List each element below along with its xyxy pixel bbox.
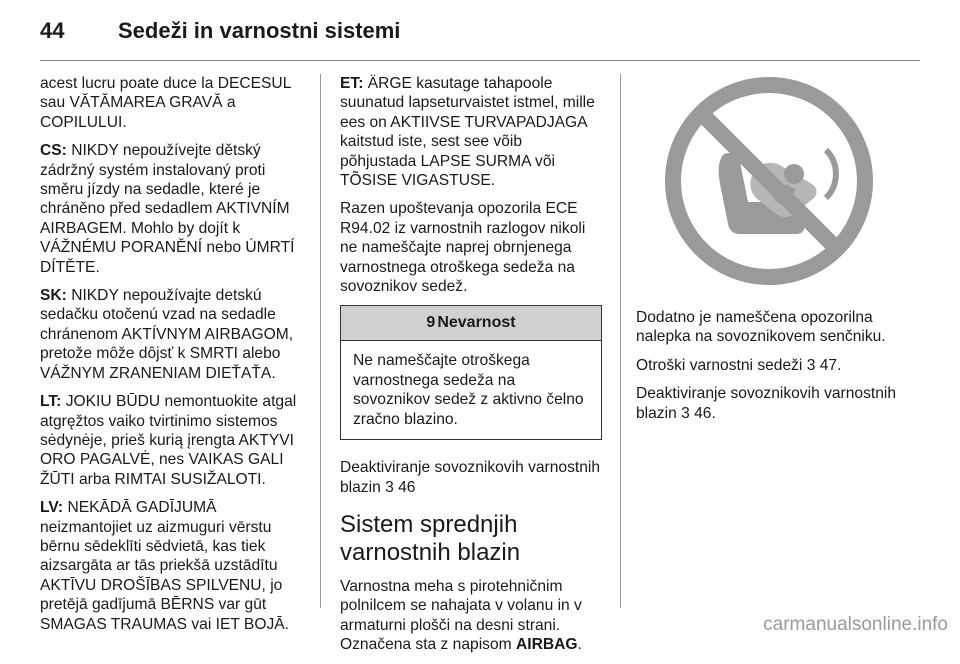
paragraph-airbag-system bbox=[340, 577, 602, 655]
warning-body bbox=[341, 341, 601, 439]
paragraph-cs-text: NIKDY nepoužívejte dětský zádržný systém instalovaný proti směru jízdy na sedadle, které je chráněno před sedadlem AKTIVNÍM AIRBAGEM. Mohlo by dojít k VÁŽNÉMU PORANĚNÍ nebo ÚMRTÍ DÍTĚTE. bbox=[40, 142, 295, 276]
paragraph-lv-text: NEKĀDĀ GADĪJUMĀ neizmantojiet uz aizmuguri vērstu bērnu sēdeklīti sēdvietā, kas tiek aizsargāta ar tās priekšā uzstādītu AKTĪVU DROŠĪBAS SPILVENU, jo pretējā gadījumā BĒRNS var gūt SMAGAS TRAUMAS vai IET BOJĀ. bbox=[40, 499, 289, 633]
header-divider bbox=[40, 60, 920, 61]
paragraph-lv bbox=[40, 498, 308, 634]
child-seats-text: Otroški varnostni sedeži bbox=[636, 356, 807, 374]
language-label-lt: LT: bbox=[40, 393, 62, 411]
page-reference[interactable]: 3 47 bbox=[806, 356, 838, 374]
language-label-lv: LV: bbox=[40, 499, 64, 517]
column-divider-1 bbox=[320, 74, 321, 608]
page-reference[interactable]: 3 46 bbox=[385, 478, 416, 496]
paragraph-sk-text: NIKDY nepoužívajte detskú sedačku otočenú vzad na sedadle chránenom AKTÍVNYM AIRBAGOM, pretože môže dôjsť k SMRTI alebo VÁŽNYM ZRANENIAM DIEŤAŤA. bbox=[40, 287, 294, 382]
section-heading: Sistem sprednjih varnostnih blazin bbox=[340, 510, 521, 566]
warning-text: Ne nameščajte otroškega varnostnega sedeža na sovoznikov sedež z aktivno čelno zračno blazino. bbox=[353, 352, 584, 428]
prohibition-figure bbox=[636, 74, 902, 288]
paragraph-lt-text: JOKIU BŪDU nemontuokite atgal atgręžtos vaiko tvirtinimo sistemos sėdynėje, prieš kurią įrengta AKTYVI ORO PAGALVĖ, nes VAIKAS GALI ŽŪTI arba RIMTAI SUSIŽALOTI. bbox=[40, 393, 297, 488]
paragraph-deactivation bbox=[340, 458, 602, 497]
paragraph-cs bbox=[40, 141, 308, 277]
warning-header bbox=[341, 306, 601, 341]
column-divider-2 bbox=[620, 74, 621, 608]
deactivation-ref-text: Deaktiviranje sovoznikovih varnostnih blazin bbox=[636, 385, 897, 422]
page-number: 44 bbox=[40, 18, 65, 43]
paragraph-et-text: ÄRGE kasutage tahapoole suunatud lapseturvaistet istmel, mille ees on AKTIIVSE TURVAPADJAGA kaitstud iste, sest see võib põhjustada LAPSE SURMA või TÕSISE VIGASTUSE. bbox=[340, 75, 595, 190]
deactivation-text: Deaktiviranje sovoznikovih varnostnih blazin bbox=[340, 459, 601, 496]
column-right bbox=[636, 74, 906, 432]
paragraph-ece: Razen upoštevanja opozorila ECE R94.02 iz varnostnih razlogov nikoli ne nameščajte naprej obrnjenega varnostnega otroškega sedeža na sovoznikov sedež. bbox=[340, 200, 586, 296]
column-left bbox=[40, 74, 308, 643]
danger-warning-box bbox=[340, 305, 602, 440]
language-label-cs: CS: bbox=[40, 142, 67, 160]
paragraph-child-seats bbox=[636, 356, 906, 375]
child-seats-end: . bbox=[837, 356, 842, 374]
watermark: carmanualsonline.info bbox=[763, 614, 948, 635]
paragraph-lt bbox=[40, 392, 308, 489]
paragraph-deactivation-ref bbox=[636, 384, 906, 423]
paragraph-et bbox=[340, 74, 602, 190]
airbag-system-text: Varnostna meha s pirotehničnim polnilcem se nahajata v volanu in v armaturni plošči na desni strani. Označena sta z napisom bbox=[340, 577, 582, 654]
column-middle bbox=[340, 74, 602, 664]
paragraph-sk bbox=[40, 286, 308, 383]
running-title: Sedeži in varnostni sistemi bbox=[118, 18, 401, 43]
warning-title: Nevarnost bbox=[437, 314, 516, 332]
paragraph-sticker: Dodatno je nameščena opozorilna nalepka na sovoznikovem senčniku. bbox=[636, 309, 886, 346]
language-label-et: ET: bbox=[340, 75, 364, 92]
page-reference[interactable]: 3 46 bbox=[681, 404, 712, 422]
warning-triangle-icon: 9 bbox=[426, 314, 436, 332]
deactivation-ref-end: . bbox=[711, 404, 716, 422]
page-header bbox=[40, 12, 920, 52]
airbag-keyword: AIRBAG bbox=[515, 636, 578, 654]
no-rear-facing-child-seat-icon bbox=[636, 74, 902, 288]
language-label-sk: SK: bbox=[40, 287, 67, 305]
paragraph-ro: acest lucru poate duce la DECESUL sau VĂTĂMAREA GRAVĂ a COPILULUI. bbox=[40, 75, 291, 131]
airbag-system-end: . bbox=[577, 636, 582, 654]
